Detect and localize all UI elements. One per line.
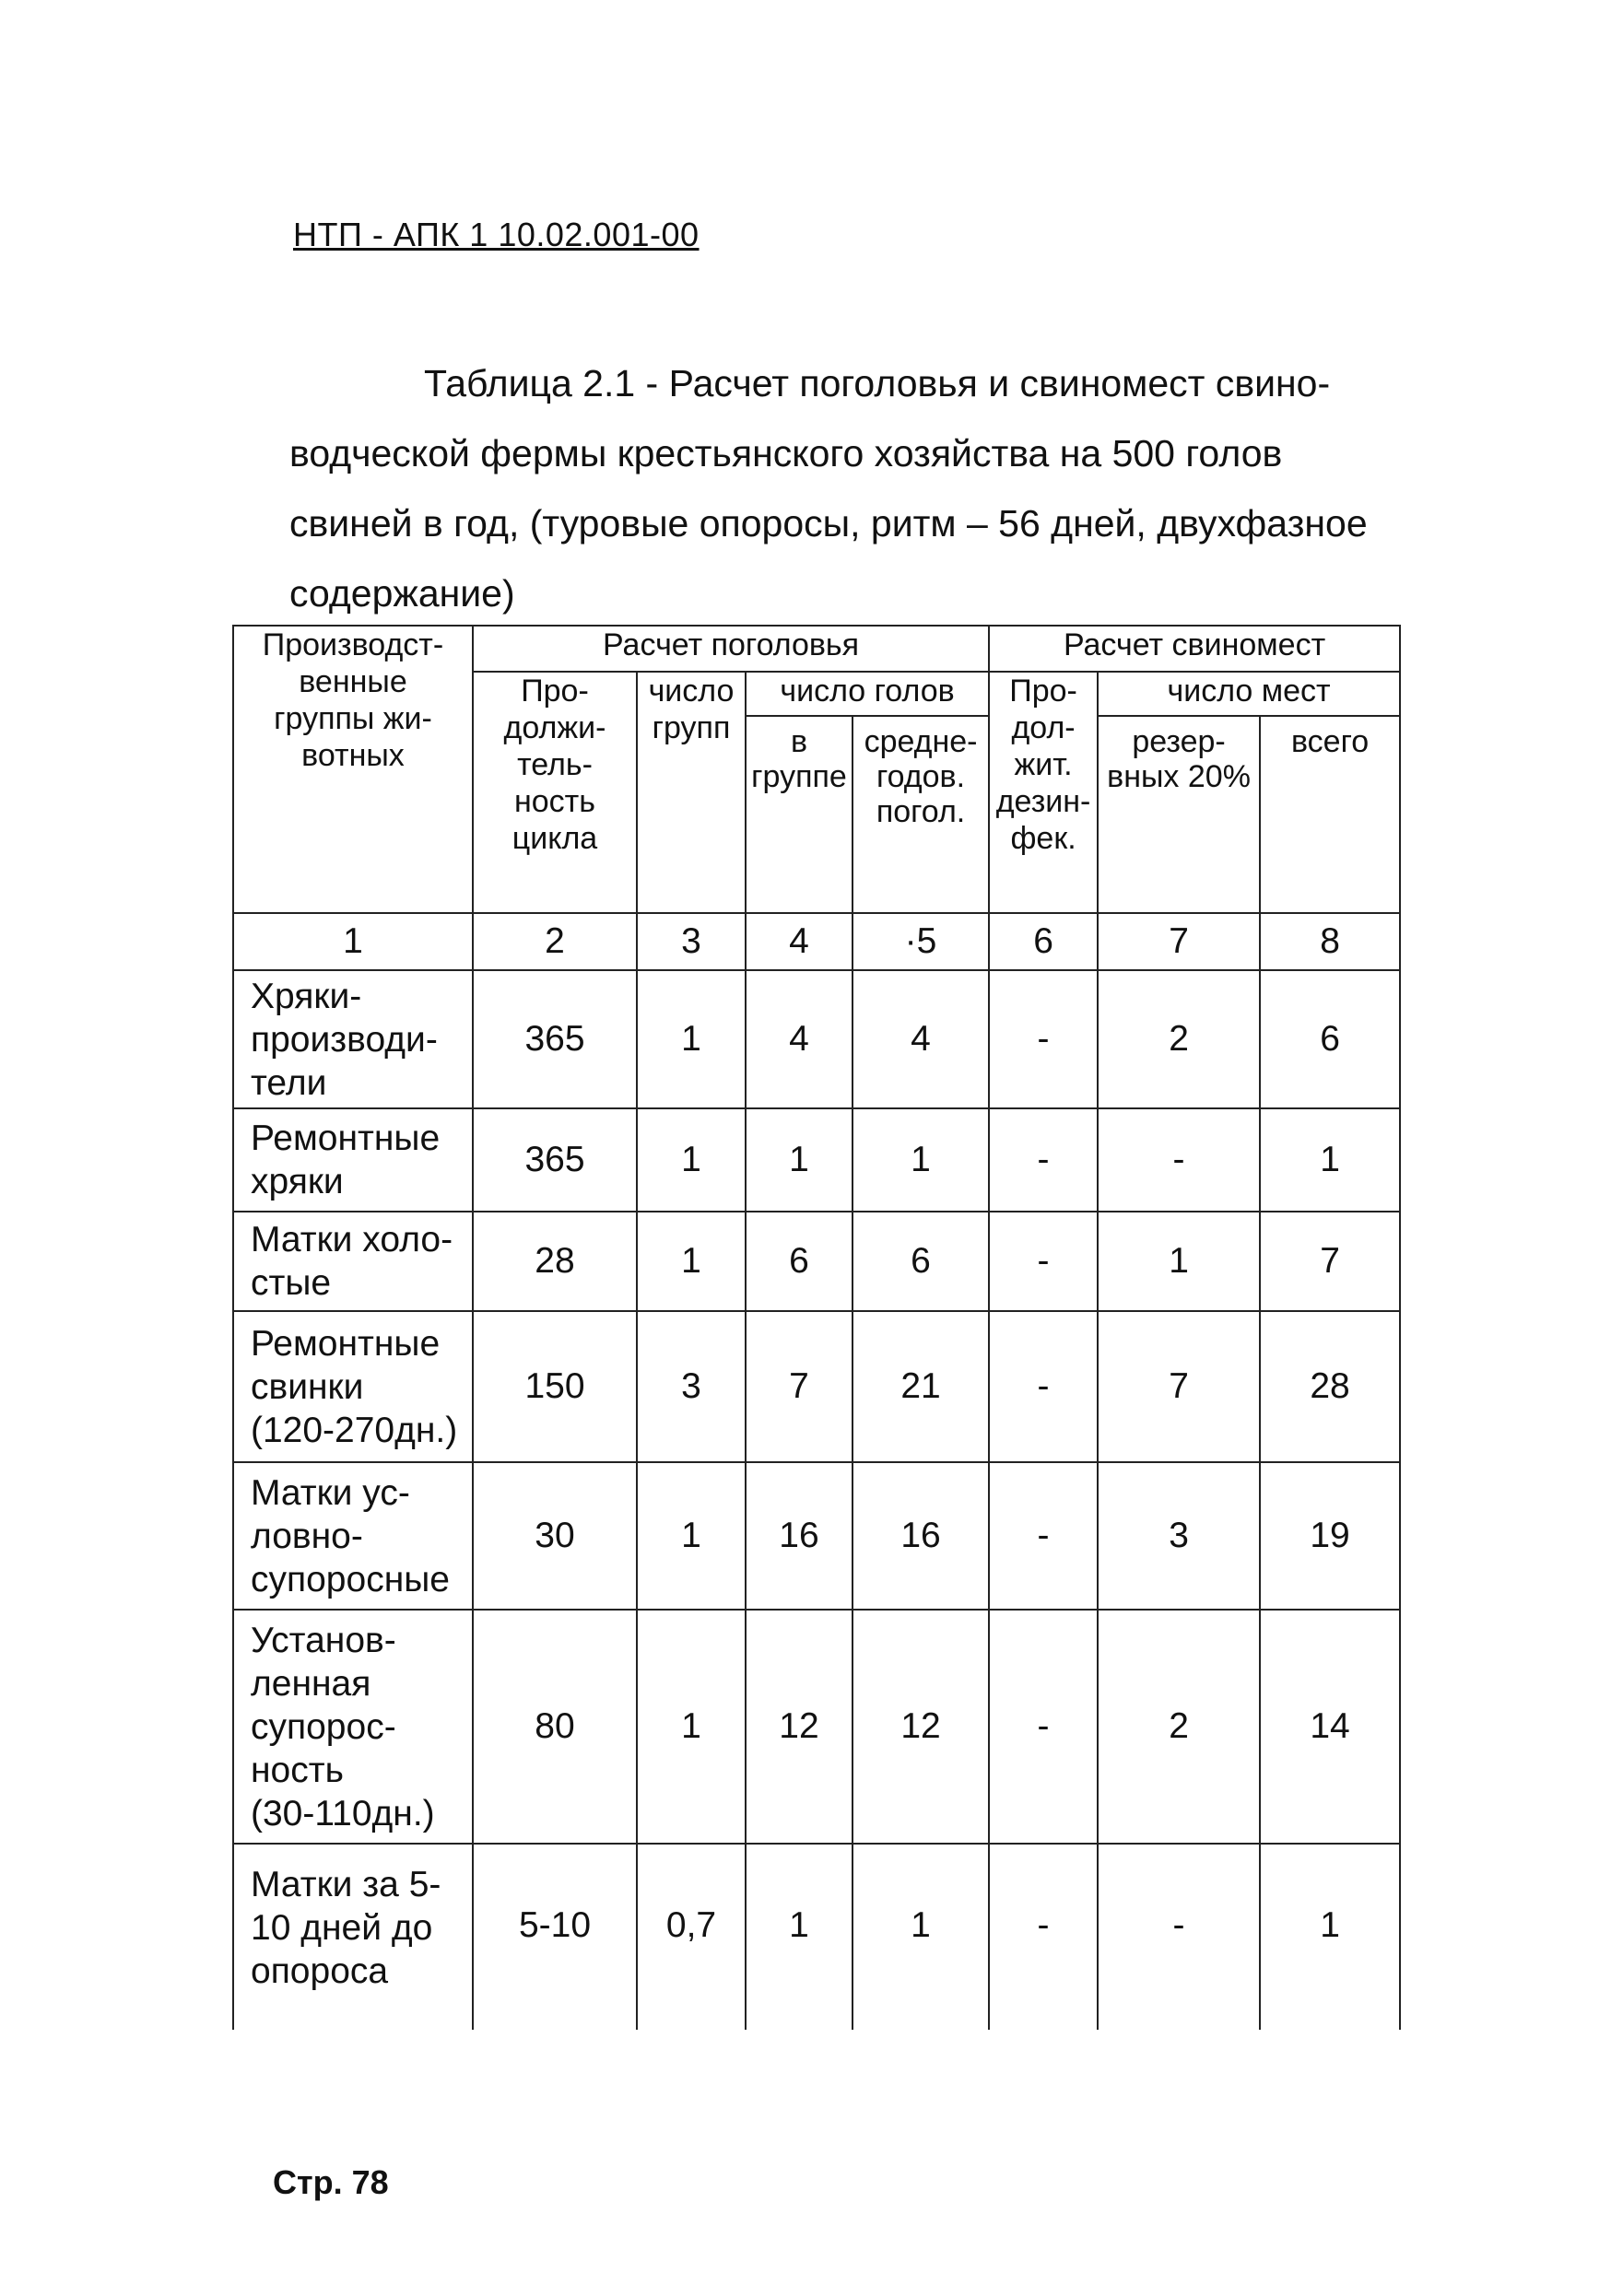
- table-row: [233, 1212, 1400, 1311]
- header-groups: Производст- венные группы жи- вотных: [233, 626, 473, 913]
- header-disinfection: Про- дол- жит. дезин- фек.: [989, 672, 1098, 913]
- disinf-cell: -: [989, 1311, 1098, 1462]
- caption-line: Таблица 2.1 - Расчет поголовья и свиномест свино-: [424, 362, 1331, 404]
- disinf-cell: -: [989, 1212, 1098, 1311]
- table-row: [233, 1108, 1400, 1212]
- in-group-cell: 1: [746, 1844, 853, 2030]
- cycle-cell: 365: [473, 970, 637, 1108]
- table-caption: [289, 348, 1395, 628]
- in-group-cell: 4: [746, 970, 853, 1108]
- cycle-cell: 365: [473, 1108, 637, 1212]
- group-name: Хряки- производи- тели: [233, 970, 473, 1108]
- header-num-heads: число голов: [746, 672, 989, 716]
- column-number: 3: [637, 913, 746, 970]
- in-group-cell: 16: [746, 1462, 853, 1610]
- page-number: Стр. 78: [273, 2163, 389, 2201]
- total-cell: 1: [1260, 1108, 1400, 1212]
- column-number: 8: [1260, 913, 1400, 970]
- avg-cell: 12: [853, 1610, 989, 1844]
- group-name: Матки ус- ловно- супоросные: [233, 1462, 473, 1610]
- column-number: 2: [473, 913, 637, 970]
- reserve-cell: 2: [1098, 1610, 1260, 1844]
- disinf-cell: -: [989, 1462, 1098, 1610]
- total-cell: 14: [1260, 1610, 1400, 1844]
- header-calc-places: Расчет свиномест: [989, 626, 1400, 672]
- total-cell: 28: [1260, 1311, 1400, 1462]
- header-cycle-duration: Про- должи- тель- ность цикла: [473, 672, 637, 913]
- groups-cell: 1: [637, 1108, 746, 1212]
- avg-cell: 1: [853, 1108, 989, 1212]
- in-group-cell: 1: [746, 1108, 853, 1212]
- groups-cell: 0,7: [637, 1844, 746, 2030]
- table-row: [233, 1610, 1400, 1844]
- header-num-places: число мест: [1098, 672, 1400, 716]
- cycle-cell: 5-10: [473, 1844, 637, 2030]
- column-number: 7: [1098, 913, 1260, 970]
- table-row: [233, 1311, 1400, 1462]
- groups-cell: 1: [637, 1610, 746, 1844]
- reserve-cell: 7: [1098, 1311, 1260, 1462]
- group-name: Ремонтные хряки: [233, 1108, 473, 1212]
- disinf-cell: -: [989, 1610, 1098, 1844]
- reserve-cell: 1: [1098, 1212, 1260, 1311]
- header-calc-livestock: Расчет поголовья: [473, 626, 989, 672]
- total-cell: 1: [1260, 1844, 1400, 2030]
- avg-cell: 16: [853, 1462, 989, 1610]
- avg-cell: 4: [853, 970, 989, 1108]
- header-in-group: в группе: [746, 716, 853, 913]
- reserve-cell: -: [1098, 1844, 1260, 2030]
- group-name: Матки холо- стые: [233, 1212, 473, 1311]
- group-name: Установ- ленная супорос- ность (30-110дн.): [233, 1610, 473, 1844]
- groups-cell: 1: [637, 970, 746, 1108]
- group-name: Ремонтные свинки (120-270дн.): [233, 1311, 473, 1462]
- caption-line: содержание): [289, 572, 515, 615]
- total-cell: 6: [1260, 970, 1400, 1108]
- reserve-cell: 3: [1098, 1462, 1260, 1610]
- livestock-table: [232, 625, 1401, 2030]
- groups-cell: 1: [637, 1212, 746, 1311]
- reserve-cell: -: [1098, 1108, 1260, 1212]
- column-number: 1: [233, 913, 473, 970]
- cycle-cell: 80: [473, 1610, 637, 1844]
- header-avg-annual: средне- годов. погол.: [853, 716, 989, 913]
- caption-line: свиней в год, (туровые опоросы, ритм – 56 дней, двухфазное: [289, 502, 1368, 545]
- table-row: [233, 1844, 1400, 2030]
- column-number: 6: [989, 913, 1098, 970]
- column-number: 4: [746, 913, 853, 970]
- caption-line: водческой фермы крестьянского хозяйства на 500 голов: [289, 432, 1283, 474]
- groups-cell: 3: [637, 1311, 746, 1462]
- cycle-cell: 150: [473, 1311, 637, 1462]
- reserve-cell: 2: [1098, 970, 1260, 1108]
- avg-cell: 6: [853, 1212, 989, 1311]
- disinf-cell: -: [989, 1844, 1098, 2030]
- group-name: Матки за 5- 10 дней до опороса: [233, 1844, 473, 2030]
- header-reserve: резер- вных 20%: [1098, 716, 1260, 913]
- table-row: [233, 970, 1400, 1108]
- table-row: [233, 1462, 1400, 1610]
- in-group-cell: 12: [746, 1610, 853, 1844]
- avg-cell: 21: [853, 1311, 989, 1462]
- document-code: НТП - АПК 1 10.02.001-00: [293, 216, 700, 253]
- total-cell: 7: [1260, 1212, 1400, 1311]
- disinf-cell: -: [989, 970, 1098, 1108]
- in-group-cell: 6: [746, 1212, 853, 1311]
- column-number: ·5: [853, 913, 989, 970]
- header-total: всего: [1260, 716, 1400, 913]
- groups-cell: 1: [637, 1462, 746, 1610]
- total-cell: 19: [1260, 1462, 1400, 1610]
- cycle-cell: 30: [473, 1462, 637, 1610]
- in-group-cell: 7: [746, 1311, 853, 1462]
- avg-cell: 1: [853, 1844, 989, 2030]
- header-num-groups: число групп: [637, 672, 746, 913]
- cycle-cell: 28: [473, 1212, 637, 1311]
- disinf-cell: -: [989, 1108, 1098, 1212]
